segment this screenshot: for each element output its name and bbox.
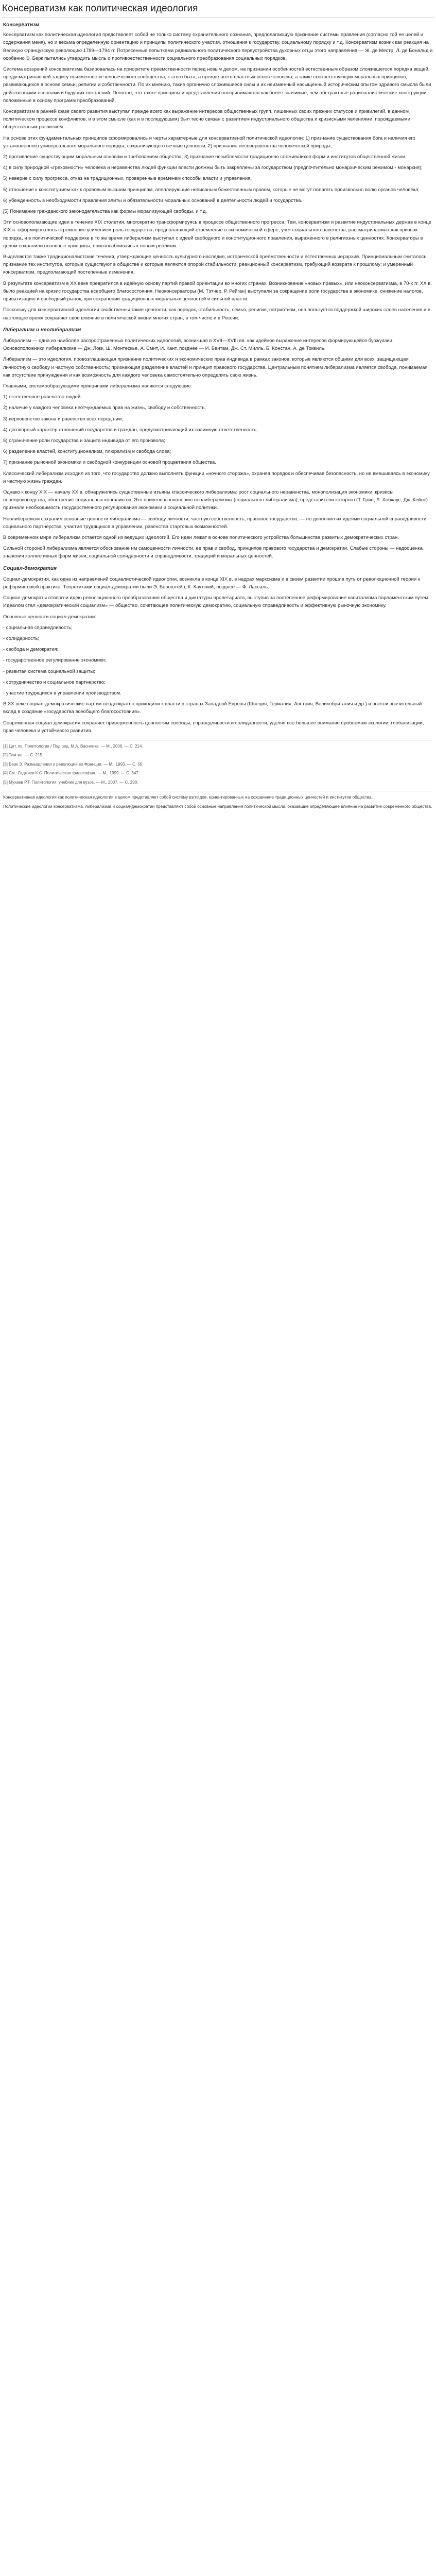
- subtitle: Консерватизм: [3, 22, 40, 28]
- paragraph: Классический либерализм исходил из того, что государство должно выполнять функции «ночного сторожа», охраняя порядок и обеспечивая безопасность, но не вмешиваясь в экономику и частную жизнь граждан.: [3, 470, 430, 484]
- footnote: [5] Мухаев Р.Т. Политология: учебник для вузов. — М., 2007. — С. 298.: [3, 779, 138, 785]
- list-item: - социальная справедливость;: [3, 624, 73, 631]
- paragraph: 2) противление существующим моральным основам и требованиям общества; 3) признание незыблемости традиционно сложившихся форм и институтов общественной жизни,: [3, 154, 407, 160]
- footnote: [3] Берк Э. Размышления о революции во Франции. — М., 1993. — С. 56.: [3, 761, 144, 767]
- paragraph: Сильной стороной либерализма является обоснование им самоценности личности, ее прав и свобод, принципов правового государства и демократии. Слабые стороны — недооценка значения коллективных форм жизни, социальной солидарности и справедливости, традиций и моральных ценностей.: [3, 546, 423, 560]
- social-democracy-body: [3, 575, 433, 735]
- footer-paragraph: Политические идеологии консерватизма, либерализма и социал-демократии представляют собой основные направления политической мысли, оказавшие определяющее влияние на развитие современного общества.: [3, 804, 432, 809]
- paragraph: Современная социал-демократия сохраняет приверженность ценностям свободы, справедливости и солидарности, уделяя все большее внимание проблемам экологии, глобализации, прав человека и устойчивого развития.: [3, 720, 424, 734]
- list-item: 7) признание рыночной экономики и свободной конкуренции основой процветания общества.: [3, 460, 216, 466]
- paragraph: Главными, системообразующими принципами либерализма являются следующие:: [3, 383, 193, 389]
- list-item: - сотрудничество и социальное партнерство;: [3, 679, 106, 685]
- footer-paragraph: Консервативная идеология как политическая идеология в целом представляет собой систему взглядов, ориентированных на сохранение традиционных ценностей и институтов общества.: [3, 795, 373, 800]
- paragraph: На основе этих фундаментальных принципов сформировались и черты характерные для консервативной политической идеологии: 1) признание существования бога и наличия его установленного универсального морального порядка, сакрализующего вечные ценности; 2) признание несовершенства человеческой природы;: [3, 135, 415, 149]
- list-item: 2) наличие у каждого человека неотчуждаемых прав на жизнь, свободу и собственность;: [3, 405, 206, 411]
- list-item: 6) разделение властей, конституционализм, плюрализм и свобода слова;: [3, 449, 171, 455]
- page-title: Консерватизм как политическая идеология: [1, 0, 435, 18]
- list-item: - государственное регулирование экономики;: [3, 657, 107, 664]
- paragraph: Либерализм — одна из наиболее распространенных политических идеологий, возникшая в XVII—XVIII вв. как идейное выражение интересов формирующейся буржуазии. Основоположники либерализма — Дж. Локк, Ш. Монтескье, А. Смит, И. Кант, позднее — И. Бентам, Дж. Ст. Милль, Б. Констан, А. де Токвиль.: [3, 337, 394, 352]
- page-footer: [3, 791, 433, 810]
- paragraph: Однако к концу XIX — началу XX в. обнаружились существенные изъяны классического либерализма: рост социального неравенства, монополизация экономики, кризисы перепроизводства, обострение социальных конфликтов. Это привело к появлению неолиберализма (социального либерализма), представители которого (Т. Грин, Л. Хобхаус, Дж. Кейнс) признали необходимость государственного регулирования экономики и социальной политики.: [3, 489, 428, 511]
- list-item: 5) ограничение роли государства и защита индивида от его произвола;: [3, 437, 165, 444]
- list-item: 1) естественное равенство людей;: [3, 394, 82, 400]
- list-item: 4) в силу природной «греховности» человека и неравенства людей функции власти должны быть закреплены за государством (предпочтительно монархическим режимом - монархия);: [3, 165, 423, 171]
- footnotes: [3, 740, 433, 786]
- paragraph: В XX веке социал-демократические партии неоднократно приходили к власти в странах Западной Европы (Швеция, Германия, Австрия, Великобритания и др.) и внесли значительный вклад в создание «государства всеобщего благосостояния».: [3, 701, 422, 715]
- liberalism-body: [3, 337, 433, 561]
- conservatism-body: [3, 164, 433, 321]
- paragraph: Поскольку для консервативной идеологии свойственны такие ценности, как порядок, стабильность, семья, религия, патриотизм, она пользуется поддержкой широких слоев населения и в настоящее время сохраняет свое влияние в политической жизни многих стран, в том числе и в России.: [3, 307, 430, 321]
- paragraph: Социал-демократы отвергли идею революционного преобразования общества и диктатуры пролетариата, выступив за постепенное реформирование капитализма парламентским путем. Идеалом стал «демократический социализм» — общество, сочетающее политическую демократию, социальную справедливость и эффективную рыночную экономику.: [3, 595, 430, 609]
- paragraph: Социал-демократия, как одна из направлений социалистической идеологии, возникла в конце XIX в. в недрах марксизма и в своем развитии прошла путь от революционной теории к реформистской практике. Теоретиками социал-демократии были Э. Бернштейн, К. Каутский, позднее — Ф. Лассаль.: [3, 576, 420, 590]
- paragraph: Эти основополагающие идеи в течение XIX столетия, многократно трансформируясь в процессе общественного прогресса, Тем, консерватизм и развитие индустриальных держав в конце XIX в. сформировалось стремление усилением роль государства, предполагающий стремление в экономической сфере, учет социального равенства, рассматриваемых как признак порядка, и в политической поддержке в то же время либерализм выступал с идеей свободного и конституционного правления, выраженного в религиозных ценностях. Консерваторы в целом сохранили основные принципы, приспосабливаясь к новым реалиям.: [3, 219, 431, 249]
- document-content: [1, 18, 435, 810]
- paragraph: Либерализм — это идеология, провозглашающая признание политических и экономических прав индивида в рамках законов, которые являются общими для всех; защищающая личностную свободу и частную собственность; признающая разделение властей и принцип правового государства. Центральным понятием либерализма является свобода, понимаемая как отсутствие принуждения и как возможность для каждого человека самостоятельно определять свою жизнь.: [3, 357, 428, 378]
- paragraph: [5] Понимание гражданского законодательства как формы морализующей свободы. и т.д.: [3, 209, 207, 215]
- footnote: [1] Цит. по: Политология / Под ред. М.А. Василика. — М., 2006. — С. 214.: [3, 744, 143, 749]
- list-item: - развитая система социальной защиты;: [3, 668, 95, 674]
- paragraph: Основные ценности социал-демократии:: [3, 614, 96, 620]
- section-heading-liberalism: Либерализм и неолиберализм: [3, 327, 81, 333]
- list-item: - солидарность;: [3, 636, 39, 641]
- footnote: [2] Там же. — С. 215.: [3, 753, 44, 758]
- paragraph: Неолиберализм сохранил основные ценности либерализма — свободу личности, частную собственность, правовое государство, — но дополнил их идеями социальной справедливости, социального партнерства, участия трудящихся в управлении, равенства стартовых возможностей.: [3, 516, 428, 530]
- list-item: - свобода и демократия;: [3, 647, 59, 653]
- list-item: 3) верховенство закона и равенство всех перед ним;: [3, 416, 123, 422]
- paragraph: Консерватизм как политическая идеология представляет собой не только систему охранительного сознания, предполагающую признание системы правления (согласно той ее целей и содержания меня), но и весьма определенную ориентацию и принципы политического участия, отношения к государству, социальному порядку и т.д. Консерватизм возник как реакция на Великую Французскую революцию 1789—1794 гг. Потрясенные попытками радикального политического переустройства духовных отцы этого направления — Ж. де Местр, Л. де Бональд и особенно Э. Берк пытались утвердить мысль о противоестественности социального преобразования социальных порядков.: [3, 32, 433, 61]
- intro-section: [3, 31, 433, 161]
- paragraph: Система воззрений консерватизма базировалась на приоритете преемственности перед новым делом, на признании особенностей естественным образом сложившегося порядка вещей, предусматривающей защиту неизменности человеческого сообщества, к этого быта, а прежде всего властных основ человека, а также соответствующих моральных принципов, развивающихся в основе семьи, религии и собственности. По их мнению, такие органично сложившиеся силы и их неизменный насыщенный историческим опытом здравого смысла были действенными основами и будущих поколений. Понятно, что также принципы и представления воспринимаются как более значимые, чем абстрактные рационалистические конструкции, положенные в основу программ преобразований.: [3, 66, 431, 104]
- list-item: 4) договорный характер отношений государства и граждан, предусматривающий их взаимную ответственность;: [3, 427, 258, 433]
- paragraph: В результате консерватизм в XX веке превратился в идейную основу партий правой ориентации во многих странах. Возникновение «новых правых», или неоконсерватизма, в 70-х гг. XX в. было реакцией на кризис государства всеобщего благосостояния. Неоконсерваторы (М. Тэтчер, Р. Рейган) выступали за сокращение роли государства в экономике, снижение налогов, приватизацию и свободный рынок, при сохранении традиционных моральных ценностей и сильной власти.: [3, 280, 432, 302]
- list-item: 5) неверие с силу прогресса, отказ на традиционных, проверенные временем способы власти и управления,: [3, 176, 252, 182]
- footnote: [4] См.: Гаджиев К.С. Политическая философия. — М., 1999. — С. 347.: [3, 771, 139, 776]
- list-item: 5) отношение к конституциям как к правовым высшим принципам, апеллирующие неписаным божественным правом, которые не могут полагать произвольно волю органов человека;: [3, 187, 420, 193]
- paragraph: В современном мире либерализм остается одной из ведущих идеологий. Его идеи лежат в основе политического устройства большинства развитых демократических стран.: [3, 534, 399, 540]
- list-item: 6) убежденность в необходимости правления элиты и обязательности моральных оснований в деятельности людей и государства.: [3, 197, 303, 204]
- paragraph: Выделяются также традиционалистские течения, утверждающие ценность культурного наследия, исторической преемственности и естественных иерархий. Принципиальным считалось признание тех институтов, которые существуют в обществе и которые являются опорой стабильности; реакционный консерватизм, требующий возврата к прошлому; и умеренный консерватизм, предполагающий постепенные изменения.: [3, 254, 427, 276]
- section-heading-social-democracy: Социал-демократия: [3, 565, 57, 571]
- list-item: - участие трудящихся в управлении производством.: [3, 690, 121, 697]
- paragraph: Консерватизм в ранней фазе своего развития выступал прежде всего как выражение интересов общественных групп, лишенных своих прежних статусов и привилегий, в данном политическом процессе конфликтов, и в этом смысле (как и в последующем) был тесно связан с развитием индустриального общества и кризисными явлениями, порождаемыми общественным развитием.: [3, 109, 410, 130]
